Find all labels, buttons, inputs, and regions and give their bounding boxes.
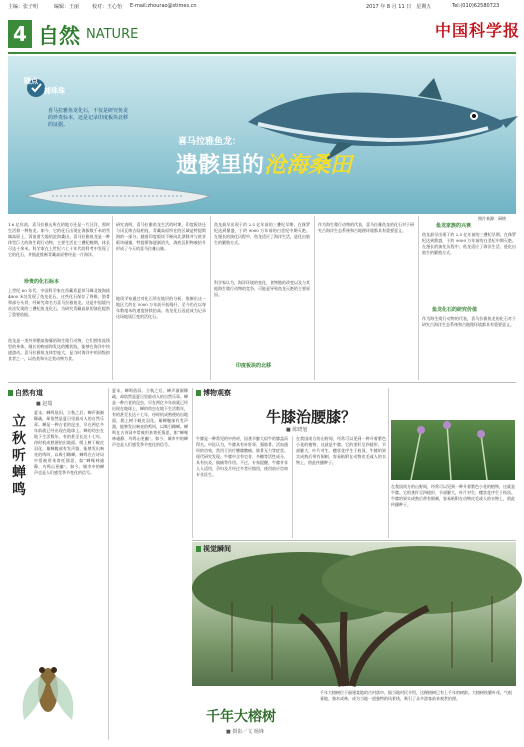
photo-title: 千年大榕树 bbox=[206, 709, 276, 725]
column-divider bbox=[418, 216, 419, 380]
column-body: 在我国南方的山野间，经常可以见到一种开着紫色小花的植物，这就是牛膝。它的茎秆呈四棱形，节部膨大，叶片对生，穗状花序生于枝顶。牛膝的果实成熟后带有倒刺，容易粘附在动物皮毛或人的衣物上，借此传播种子。 bbox=[391, 484, 515, 507]
column-title-vertical: 立秋听蝉鸣 bbox=[12, 414, 26, 498]
headline-kicker: 喜马拉雅鱼龙： bbox=[178, 137, 242, 147]
column-body: 夏末，蝉鸣依旧。立秋之后，蝉声渐渐稀疏，却依然是夏日里最动人的自然乐章。蝉是一种古老的昆虫，早在两亿多年前就已经出现在地球上。蝉的幼虫在地下生活数年，有的甚至长达十七年，待时机成熟便钻出地面，爬上树干蜕皮羽化。雄蝉腹部有发声器，能够发出响亮的鸣叫，以吸引雌蝉。蝉鸣在古诗词中常被用来寄托情思，如“蝉噪林逾静，鸟鸣山更幽”。如今，城市中的蝉声也是人们感受季节变化的信号。 bbox=[34, 410, 104, 475]
column-body: 牛膝是一种常见的中药材，因茎节膨大似牛的膝盖而得名。中医认为，牛膝具有补肝肾、强筋骨、活血通经的功效，常用于治疗腰膝酸痛、筋骨无力等症状。现代研究发现，牛膝中含有皂苷、多糖等活性成分，具有抗炎、镇痛等作用。不过，专家提醒，牛膝并非人人适用，孕妇及月经过多者应慎用，使用前应咨询专业医生。 bbox=[196, 436, 288, 477]
column-divider bbox=[192, 388, 193, 538]
article-subhead: 印度板块的北移 bbox=[236, 363, 272, 369]
editor-credit: 主编：张子明 bbox=[8, 4, 39, 10]
column-divider bbox=[108, 388, 109, 740]
column-marker-icon bbox=[196, 546, 201, 552]
column-divider bbox=[388, 388, 389, 538]
column-divider bbox=[292, 436, 293, 538]
article-subhead: 鱼龙化石的研究价值 bbox=[432, 307, 478, 313]
article-paragraph: 作为海生爬行动物的代表，喜马拉雅鱼龙的化石对于研究古海洋生态系统和古地理环境都具有重要意义。 bbox=[318, 222, 414, 233]
headline-plain: 遗骸里的 bbox=[176, 153, 265, 178]
column-body: 在我国南方的山野间，经常可以见到一种开着紫色小花的植物，这就是牛膝。它的茎秆呈四棱形，节部膨大，叶片对生，穗状花序生于枝顶。牛膝的果实成熟后带有倒刺，容易粘附在动物皮毛或人的衣物上，借此传播种子。 bbox=[296, 436, 386, 465]
newspaper-logo: 中国科学报 bbox=[435, 21, 521, 40]
column-label bbox=[8, 388, 43, 398]
column-label bbox=[196, 388, 231, 398]
article-paragraph: 上世纪 60 年代，中国科学家在西藏希夏邦马峰北坡海拔 4800 米处发现了鱼龙化石。这些化石保存了脊椎、肋骨和部分头骨，经研究命名为喜马拉雅鱼龙。这是中国境内首次发现的三叠纪鱼龙化石，为研究青藏高原的演化提供了重要依据。 bbox=[8, 288, 110, 317]
image-credit: 图片来源：网络 bbox=[478, 216, 506, 221]
article-paragraph: 研究表明，喜马拉雅鱼龙生活的时期，印度板块还与冈瓦纳古陆相连，青藏高原所在的区域是特提斯海的一部分。随着印度板块不断向北漂移并与欧亚板块碰撞，特提斯海逐渐消失，海底沉积物被抬升形成了今天的喜马拉雅山脉。 bbox=[116, 222, 206, 251]
page-header bbox=[0, 0, 524, 12]
column-title: 牛膝治腰膝？ bbox=[266, 408, 357, 426]
hero-quote: 喜马拉雅鱼龙化石，不仅是研究鱼龙的珍贵标本，还是记录印度板块北移的证据。 bbox=[48, 108, 129, 128]
issue-date: 2017 年 8 月 11 日 星期五 bbox=[366, 4, 432, 10]
main-headline bbox=[176, 148, 352, 179]
photo-caption: 千年大榕树位于福建某地的古村落中，据当地村民介绍，这棵榕树已有上千年的树龄。大榕树枝繁叶茂，气根垂地，独木成林，成为当地一道独特的风景线，吸引了众多游客前来观赏拍照。 bbox=[320, 690, 512, 701]
article-subhead: 鱼龙家族的兴衰 bbox=[436, 223, 472, 229]
article-paragraph: 鱼龙最早出现于约 2.5 亿年前的三叠纪早期，在侏罗纪达到鼎盛，于约 9000 万年前的白垩纪中期灭绝。在漫长的演化历程中，鱼龙适应了海洋生活，进化出胎生的繁殖方式。 bbox=[214, 222, 310, 245]
banyan-tree-icon bbox=[192, 542, 516, 686]
pillar-label: 随点 bbox=[24, 77, 38, 85]
column-marker-icon bbox=[196, 390, 201, 396]
article-paragraph: 作为海生爬行动物的代表，喜马拉雅鱼龙的化石对于研究古海洋生态系统和古地理环境都具有重要意义。 bbox=[422, 316, 516, 327]
column-byline: ■ 赵瑞 bbox=[36, 401, 53, 407]
section-number: 4 bbox=[8, 20, 32, 48]
editor2-credit: 编辑：王丽 bbox=[54, 4, 80, 10]
pillar-author: 捕珠珠 bbox=[44, 87, 65, 95]
proof-credit: 校对：王心怡 bbox=[92, 4, 123, 10]
hero-banner bbox=[8, 56, 516, 221]
section-divider bbox=[192, 540, 516, 541]
article-paragraph: 地质学家通过对化石所在地层的分析，推断出这一地区大约在 5000 万年前开始隆升，至今仍在以每年数毫米的速度持续抬高。鱼龙化石因此成为记录这场地质巨变的活化石。 bbox=[116, 296, 206, 319]
cicada-icon bbox=[14, 660, 82, 734]
phone-number: Tel:(010)62580723 bbox=[452, 3, 500, 9]
column-divider bbox=[210, 216, 211, 380]
section-title: 自然 bbox=[38, 24, 80, 48]
article-paragraph: 鱼龙是一类外形酷似海豚的海生爬行动物，它们拥有流线型的身体、细长的吻部和发达的鳍状肢，能够在海洋中快速游动。喜马拉雅鱼龙体型庞大，是当时海洋中的顶级掠食者之一，以鱼类和头足类动物为食。 bbox=[8, 338, 110, 361]
article-paragraph: 科学家认为，海洋环境的变化、食物链的改变以及与其他海生爬行动物的竞争，可能是导致鱼龙灭绝的主要原因。 bbox=[214, 280, 310, 297]
column-label-text: 自然有道 bbox=[15, 389, 43, 397]
column-marker-icon bbox=[8, 390, 13, 396]
plant-flower-icon bbox=[391, 420, 515, 480]
column-label-text: 视觉瞬间 bbox=[203, 545, 231, 553]
column-body-continued: 夏末，蝉鸣依旧。立秋之后，蝉声渐渐稀疏，却依然是夏日里最动人的自然乐章。蝉是一种古老的昆虫，早在两亿多年前就已经出现在地球上。蝉的幼虫在地下生活数年，有的甚至长达十七年，待时机成熟便钻出地面，爬上树干蜕皮羽化。雄蝉腹部有发声器，能够发出响亮的鸣叫，以吸引雌蝉。蝉鸣在古诗词中常被用来寄托情思，如“蝉噪林逾静，鸟鸣山更幽”。如今，城市中的蝉声也是人们感受季节变化的信号。 bbox=[112, 388, 188, 447]
column-divider bbox=[314, 216, 315, 380]
header-rule bbox=[8, 52, 516, 54]
niuxi-plant-photo bbox=[391, 420, 515, 480]
email-credit: E-mail:zhourao@stimes.cn bbox=[130, 3, 197, 9]
article-subhead: 珍贵的化石标本 bbox=[24, 279, 60, 285]
column-label bbox=[196, 544, 231, 554]
headline-accent: 沧海桑田 bbox=[264, 153, 353, 178]
section-divider bbox=[8, 382, 516, 383]
ichthyosaur-skeleton-illustration bbox=[22, 176, 212, 216]
column-label-text: 博物观察 bbox=[203, 389, 231, 397]
article-paragraph: 鱼龙最早出现于约 2.5 亿年前的三叠纪早期，在侏罗纪达到鼎盛，于约 9000 万年前的白垩纪中期灭绝。在漫长的演化历程中，鱼龙适应了海洋生活，进化出胎生的繁殖方式。 bbox=[422, 232, 516, 255]
article-paragraph: 1.6 亿年前，喜马拉雅山所在的地方还是一片汪洋，那时生活着一种鱼龙。如今，它的化石出现在海拔数千米的雪域高原上，诉说着大地的沧海桑田。喜马拉雅鱼龙是一种体型巨大的海生爬行动物，主要生活在三叠纪晚期，体长可达十余米。科学家在上世纪六七十年代的科考中发现了它的化石，并据此推断青藏高原曾经是一片海洋。 bbox=[8, 222, 110, 257]
photo-byline: ■ 摄影／文 杨锋 bbox=[226, 729, 264, 735]
column-divider bbox=[112, 216, 113, 380]
section-title-en: NATURE bbox=[86, 27, 139, 42]
column-byline: ■ 陈晓旭 bbox=[286, 427, 308, 433]
banyan-tree-photo bbox=[192, 542, 516, 686]
